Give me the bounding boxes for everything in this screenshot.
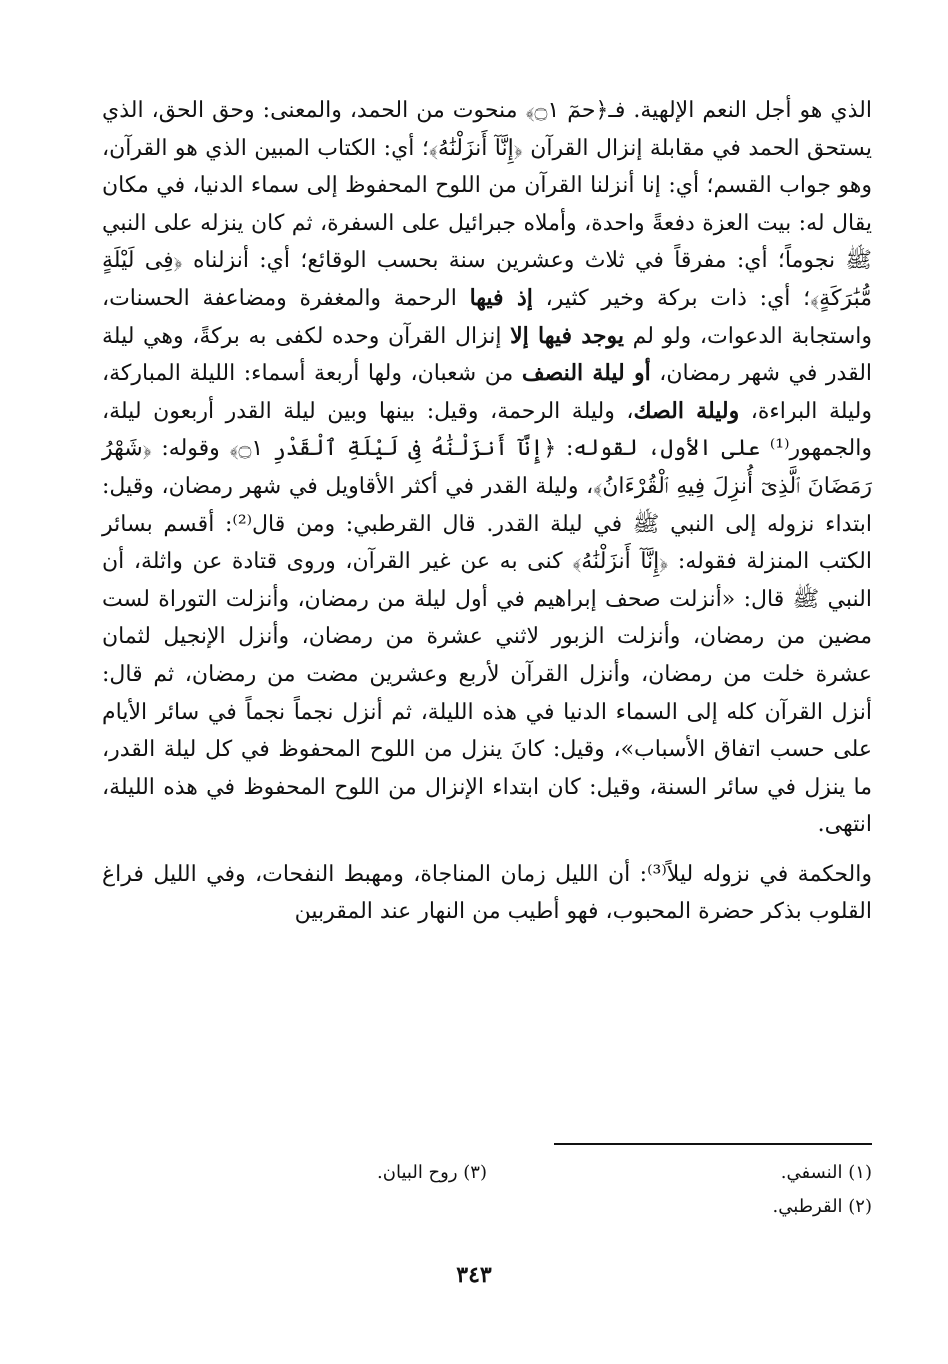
- bold-phrase: يوجد فيها إلا: [510, 322, 624, 349]
- bold-phrase: وليلة الصك: [633, 397, 740, 424]
- text-run: من شعبان، ولها أربعة أسماء: الليلة المباركة، وليلة البراءة،: [102, 361, 873, 424]
- footnote-row-1: [102, 1156, 872, 1190]
- text-run: الذي هو أجل النعم الإلهية. فـ﴿حمٓ ۝١﴾ منحوت من الحمد، والمعنى: وحق الحق، الذي يستحق الحمد في مقابلة إنزال القرآن ﴿إِنَّآ أَنزَلْنَٰهُ﴾؛ أي: الكتاب المبين الذي هو القرآن، وهو جواب القسم؛ أي: إنا أنزلنا القرآن من اللوح المحفوظ إلى سماء الدنيا، في مكان يقال له: بيت العزة دفعةً واحدة، وأملاه جبرائيل على السفرة، ثم كان ينزله على النبي ﷺ نجوماً؛ أي: مفرقاً في ثلاث وعشرين سنة بحسب الوقائع؛ أي: أنزلناه ﴿فِى لَيْلَةٍ مُّبَٰرَكَةٍ﴾؛ أي: ذات بركة وخير كثير،: [102, 98, 873, 311]
- page-number: ٣٤٣: [456, 1262, 492, 1288]
- bold-phrase: إذ فيها: [469, 284, 533, 311]
- text-run: ، وليلة الرحمة، وقيل: بينها وبين ليلة القدر أربعون ليلة، والجمهور⁽¹⁾ على الأول، لقوله: ﴿إِنَّآ أَنزَلْنَٰهُ فِى لَيْلَةِ ٱلْقَدْرِ ۝١﴾ وقوله: ﴿شَهْرُ رَمَضَانَ ٱلَّذِىٓ أُنزِلَ فِيهِ ٱلْقُرْءَانُ﴾، وليلة القدر في أكثر الأقاويل في شهر رمضان، وقيل: ابتداء نزوله إلى النبي ﷺ في ليلة القدر. قال القرطبي: ومن قال⁽²⁾: أقسم بسائر الكتب المنزلة فقوله: ﴿إِنَّآ أَنزَلْنَٰهُ﴾ كنى به عن غير القرآن، وروى قتادة عن واثلة، أن النبي ﷺ قال: «أنزلت صحف إبراهيم في أول ليلة من رمضان، وأنزلت التوراة لست مضين من رمضان، وأنزلت الزبور لاثني عشرة من رمضان، وأنزل الإنجيل لثمان عشرة خلت من رمضان، وأنزل القرآن لأربع وعشرين مضت من رمضان، ثم قال: أنزل القرآن كله إلى السماء الدنيا في هذه الليلة، ثم أنزل نجماً نجماً في سائر الأيام على حسب اتفاق الأسباب»، وقيل: كانَ ينزل من اللوح المحفوظ في كل ليلة القدر، ما ينزل في سائر السنة، وقيل: كان ابتداء الإنزال من اللوح المحفوظ في هذه الليلة، انتهى.: [102, 398, 872, 838]
- footnote-1: (١) النسفي.: [780, 1162, 872, 1183]
- body-paragraph-1: [102, 92, 872, 844]
- text-run: الرحمة والمغفرة ومضاعفة الحسنات، واستجابة الدعوات، ولو لم: [102, 285, 872, 349]
- footnotes: [102, 1156, 872, 1224]
- body-paragraph-2: [102, 856, 872, 931]
- text-run: إنزال القرآن وحده لكفى به بركةً، وهي ليلة القدر في شهر رمضان،: [102, 323, 873, 387]
- footnote-separator: [554, 1143, 872, 1145]
- footnote-2: (٢) القرطبي.: [772, 1196, 872, 1217]
- bold-phrase: أو ليلة النصف: [521, 360, 651, 387]
- footnote-3: (٣) روح البيان.: [377, 1162, 487, 1183]
- text-run: والحكمة في نزوله ليلاً⁽³⁾: أن الليل زمان المناجاة، ومهبط النفحات، وفي الليل فراغ القلوب بذكر حضرة المحبوب، فهو أطيب من النهار عند المقربين: [102, 861, 872, 925]
- footnote-row-2: [102, 1190, 872, 1224]
